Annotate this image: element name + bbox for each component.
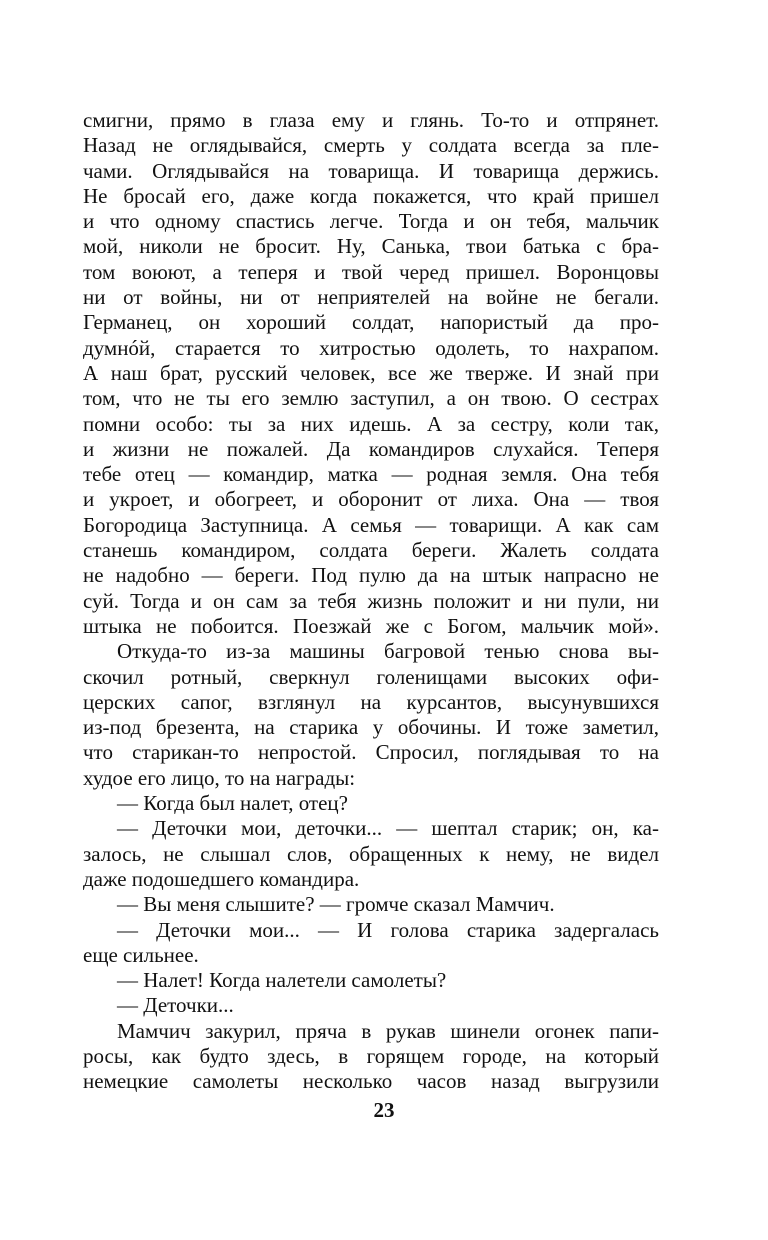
text-line: немецкие самолеты несколько часов назад выгрузили	[83, 1069, 659, 1094]
text-line: суй. Тогда и он сам за тебя жизнь положит и ни пули, ни	[83, 588, 659, 613]
text-line: чами. Оглядывайся на товарища. И товарища держись.	[83, 158, 659, 183]
text-line: том воюют, а теперя и твой черед пришел. Воронцовы	[83, 259, 659, 284]
text-line: ни от войны, ни от неприятелей на войне не бегали.	[83, 285, 659, 310]
text-line: Богородица Заступница. А семья — товарищи. А как сам	[83, 512, 659, 537]
text-line: штыка не побоится. Поезжай же с Богом, мальчик мой».	[83, 613, 659, 638]
text-line: росы, как будто здесь, в горящем городе, на который	[83, 1043, 659, 1068]
text-line: тебе отец — командир, матка — родная земля. Она тебя	[83, 462, 659, 487]
text-line: — Деточки мои... — И голова старика задергалась	[117, 917, 659, 942]
text-line: мой, николи не бросит. Ну, Санька, твои батька с бра-	[83, 234, 659, 259]
text-line: и жизни не пожалей. Да командиров слухайся. Теперя	[83, 436, 659, 461]
text-line: Германец, он хороший солдат, напористый да про-	[83, 310, 659, 335]
text-line: еще сильнее.	[83, 942, 199, 967]
page-text	[83, 108, 659, 1095]
text-line: думнóй, старается то хитростью одолеть, то нахрапом.	[83, 335, 659, 360]
text-line: — Вы меня слышите? — громче сказал Мамчич.	[117, 892, 555, 917]
text-line: смигни, прямо в глаза ему и глянь. То-то и отпрянет.	[83, 108, 659, 132]
text-line: не надобно — береги. Под пулю да на штык напрасно не	[83, 563, 659, 588]
text-line: и укроет, и обогреет, и оборонит от лиха. Она — твоя	[83, 487, 659, 512]
text-line: — Когда был налет, отец?	[117, 791, 348, 816]
text-line: скочил ротный, сверкнул голенищами высоких офи-	[83, 664, 659, 689]
text-line: что старикан-то непростой. Спросил, поглядывая то на	[83, 740, 659, 765]
text-line: Откуда-то из-за машины багровой тенью снова вы-	[117, 639, 659, 664]
text-line: Не бросай его, даже когда покажется, что край пришел	[83, 183, 659, 208]
page-number: 23	[373, 1098, 395, 1122]
text-line: том, что не ты его землю заступил, а он твою. О сестрах	[83, 386, 659, 411]
text-line: — Деточки мои, деточки... — шептал старик; он, ка-	[117, 816, 659, 841]
text-line: худое его лицо, то на награды:	[83, 765, 356, 790]
text-line: Назад не оглядывайся, смерть у солдата всегда за пле-	[83, 133, 659, 158]
text-line: даже подошедшего командира.	[83, 866, 360, 891]
text-line: — Налет! Когда налетели самолеты?	[117, 968, 447, 993]
text-line: помни особо: ты за них идешь. А за сестру, коли так,	[83, 411, 659, 436]
text-line: церских сапог, взглянул на курсантов, высунувшихся	[83, 689, 659, 714]
text-line: А наш брат, русский человек, все же тверже. И знай при	[83, 360, 659, 385]
text-line: и что одному спастись легче. Тогда и он тебя, мальчик	[83, 209, 659, 234]
text-line: залось, не слышал слов, обращенных к нему, не видел	[83, 841, 659, 866]
text-line: из-под брезента, на старика у обочины. И тоже заметил,	[83, 715, 659, 740]
text-line: станешь командиром, солдата береги. Жалеть солдата	[83, 538, 659, 563]
text-line: Мамчич закурил, пряча в рукав шинели огонек папи-	[117, 1018, 659, 1043]
text-line: — Деточки...	[117, 993, 234, 1018]
